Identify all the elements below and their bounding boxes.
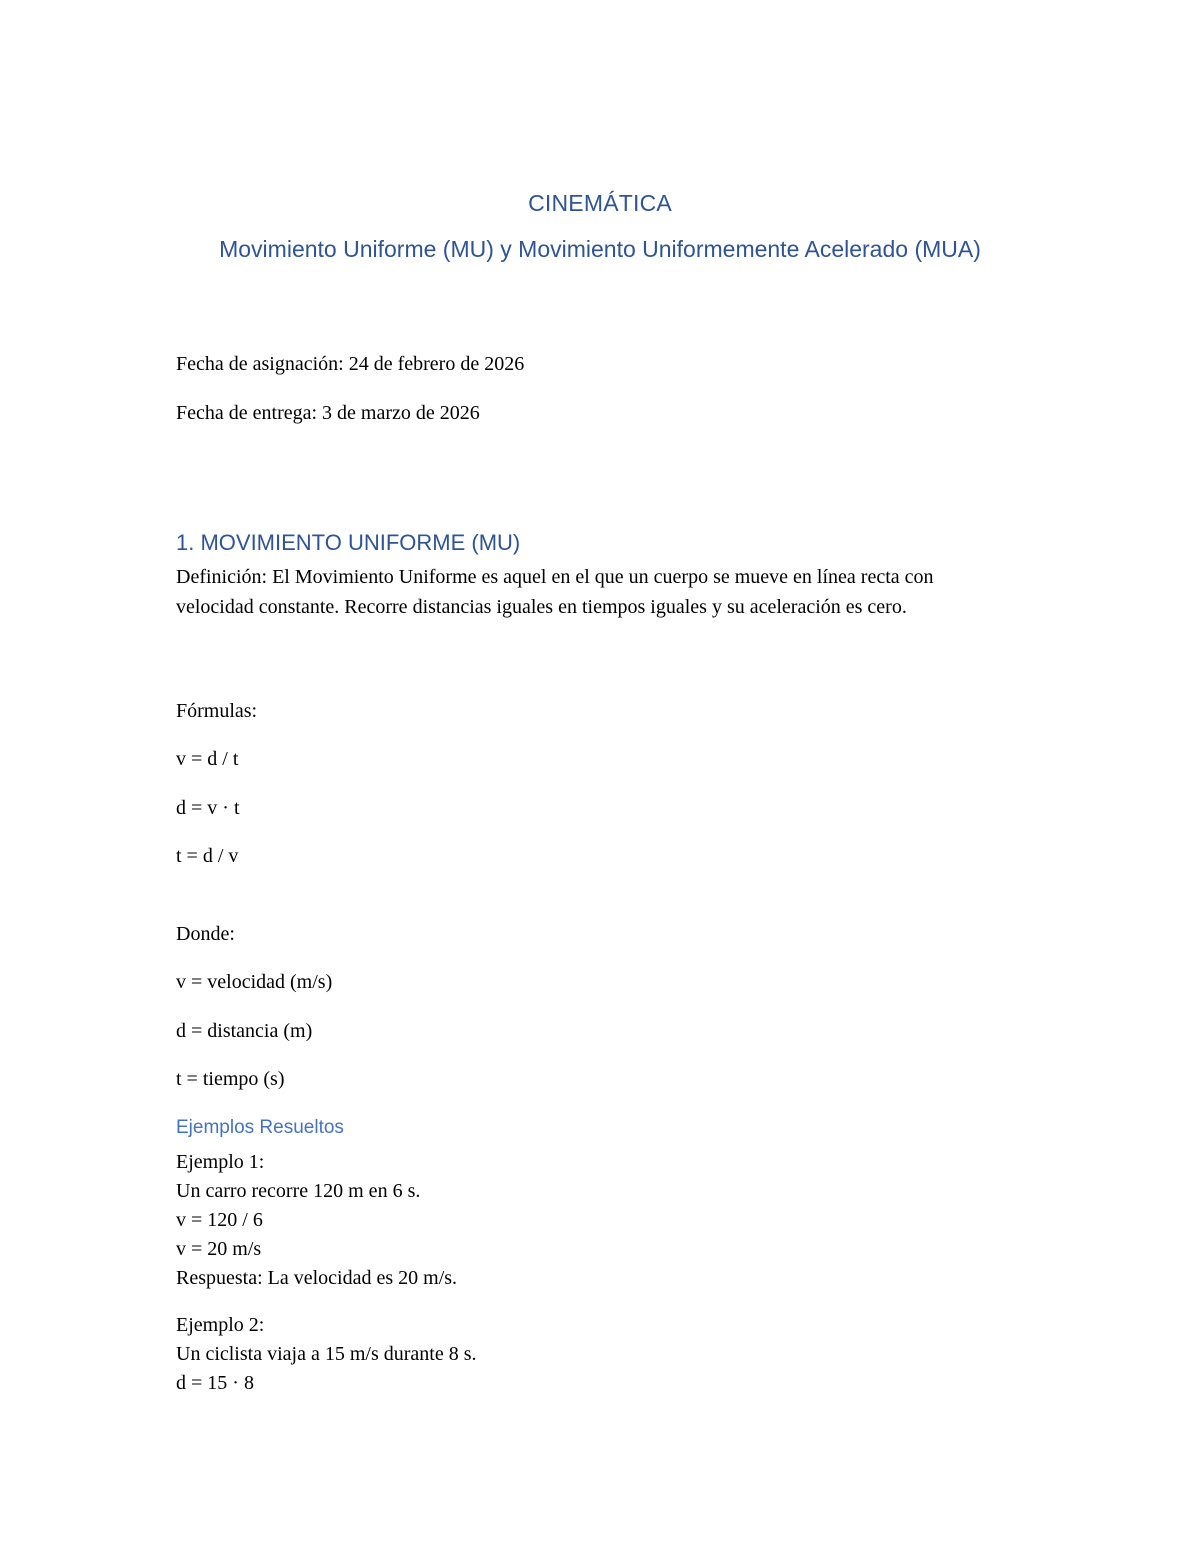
example-line: Ejemplo 1: [176,1151,265,1173]
variable-item: t = tiempo (s) [176,1068,285,1090]
example-line: Ejemplo 2: [176,1314,265,1336]
formula-item: d = v · t [176,797,240,819]
assigned-date: Fecha de asignación: 24 de febrero de 2026 [176,353,525,375]
due-date: Fecha de entrega: 3 de marzo de 2026 [176,402,480,424]
example-line: Un ciclista viaja a 15 m/s durante 8 s. [176,1343,477,1365]
example-1 [176,1148,457,1293]
example-line: v = 120 / 6 [176,1209,263,1231]
example-line: Un carro recorre 120 m en 6 s. [176,1180,421,1202]
example-line: v = 20 m/s [176,1238,262,1260]
example-2 [176,1311,476,1398]
where-label: Donde: [176,923,235,945]
document-title: CINEMÁTICA [528,190,672,216]
formula-item: t = d / v [176,845,239,867]
variable-item: v = velocidad (m/s) [176,971,333,993]
definition-paragraph: Definición: El Movimiento Uniforme es aquel en el que un cuerpo se mueve en línea recta con velocidad constante. Recorre distancias iguales en tiempos iguales y su aceleración es cero. [176,566,934,618]
examples-heading: Ejemplos Resueltos [176,1117,344,1138]
example-line: d = 15 · 8 [176,1372,254,1394]
formula-item: v = d / t [176,748,239,770]
variable-item: d = distancia (m) [176,1020,313,1042]
document-subtitle: Movimiento Uniforme (MU) y Movimiento Uniformemente Acelerado (MUA) [219,236,981,262]
formulas-label: Fórmulas: [176,700,258,722]
section-heading-mu: 1. MOVIMIENTO UNIFORME (MU) [176,530,521,555]
example-line: Respuesta: La velocidad es 20 m/s. [176,1267,458,1289]
